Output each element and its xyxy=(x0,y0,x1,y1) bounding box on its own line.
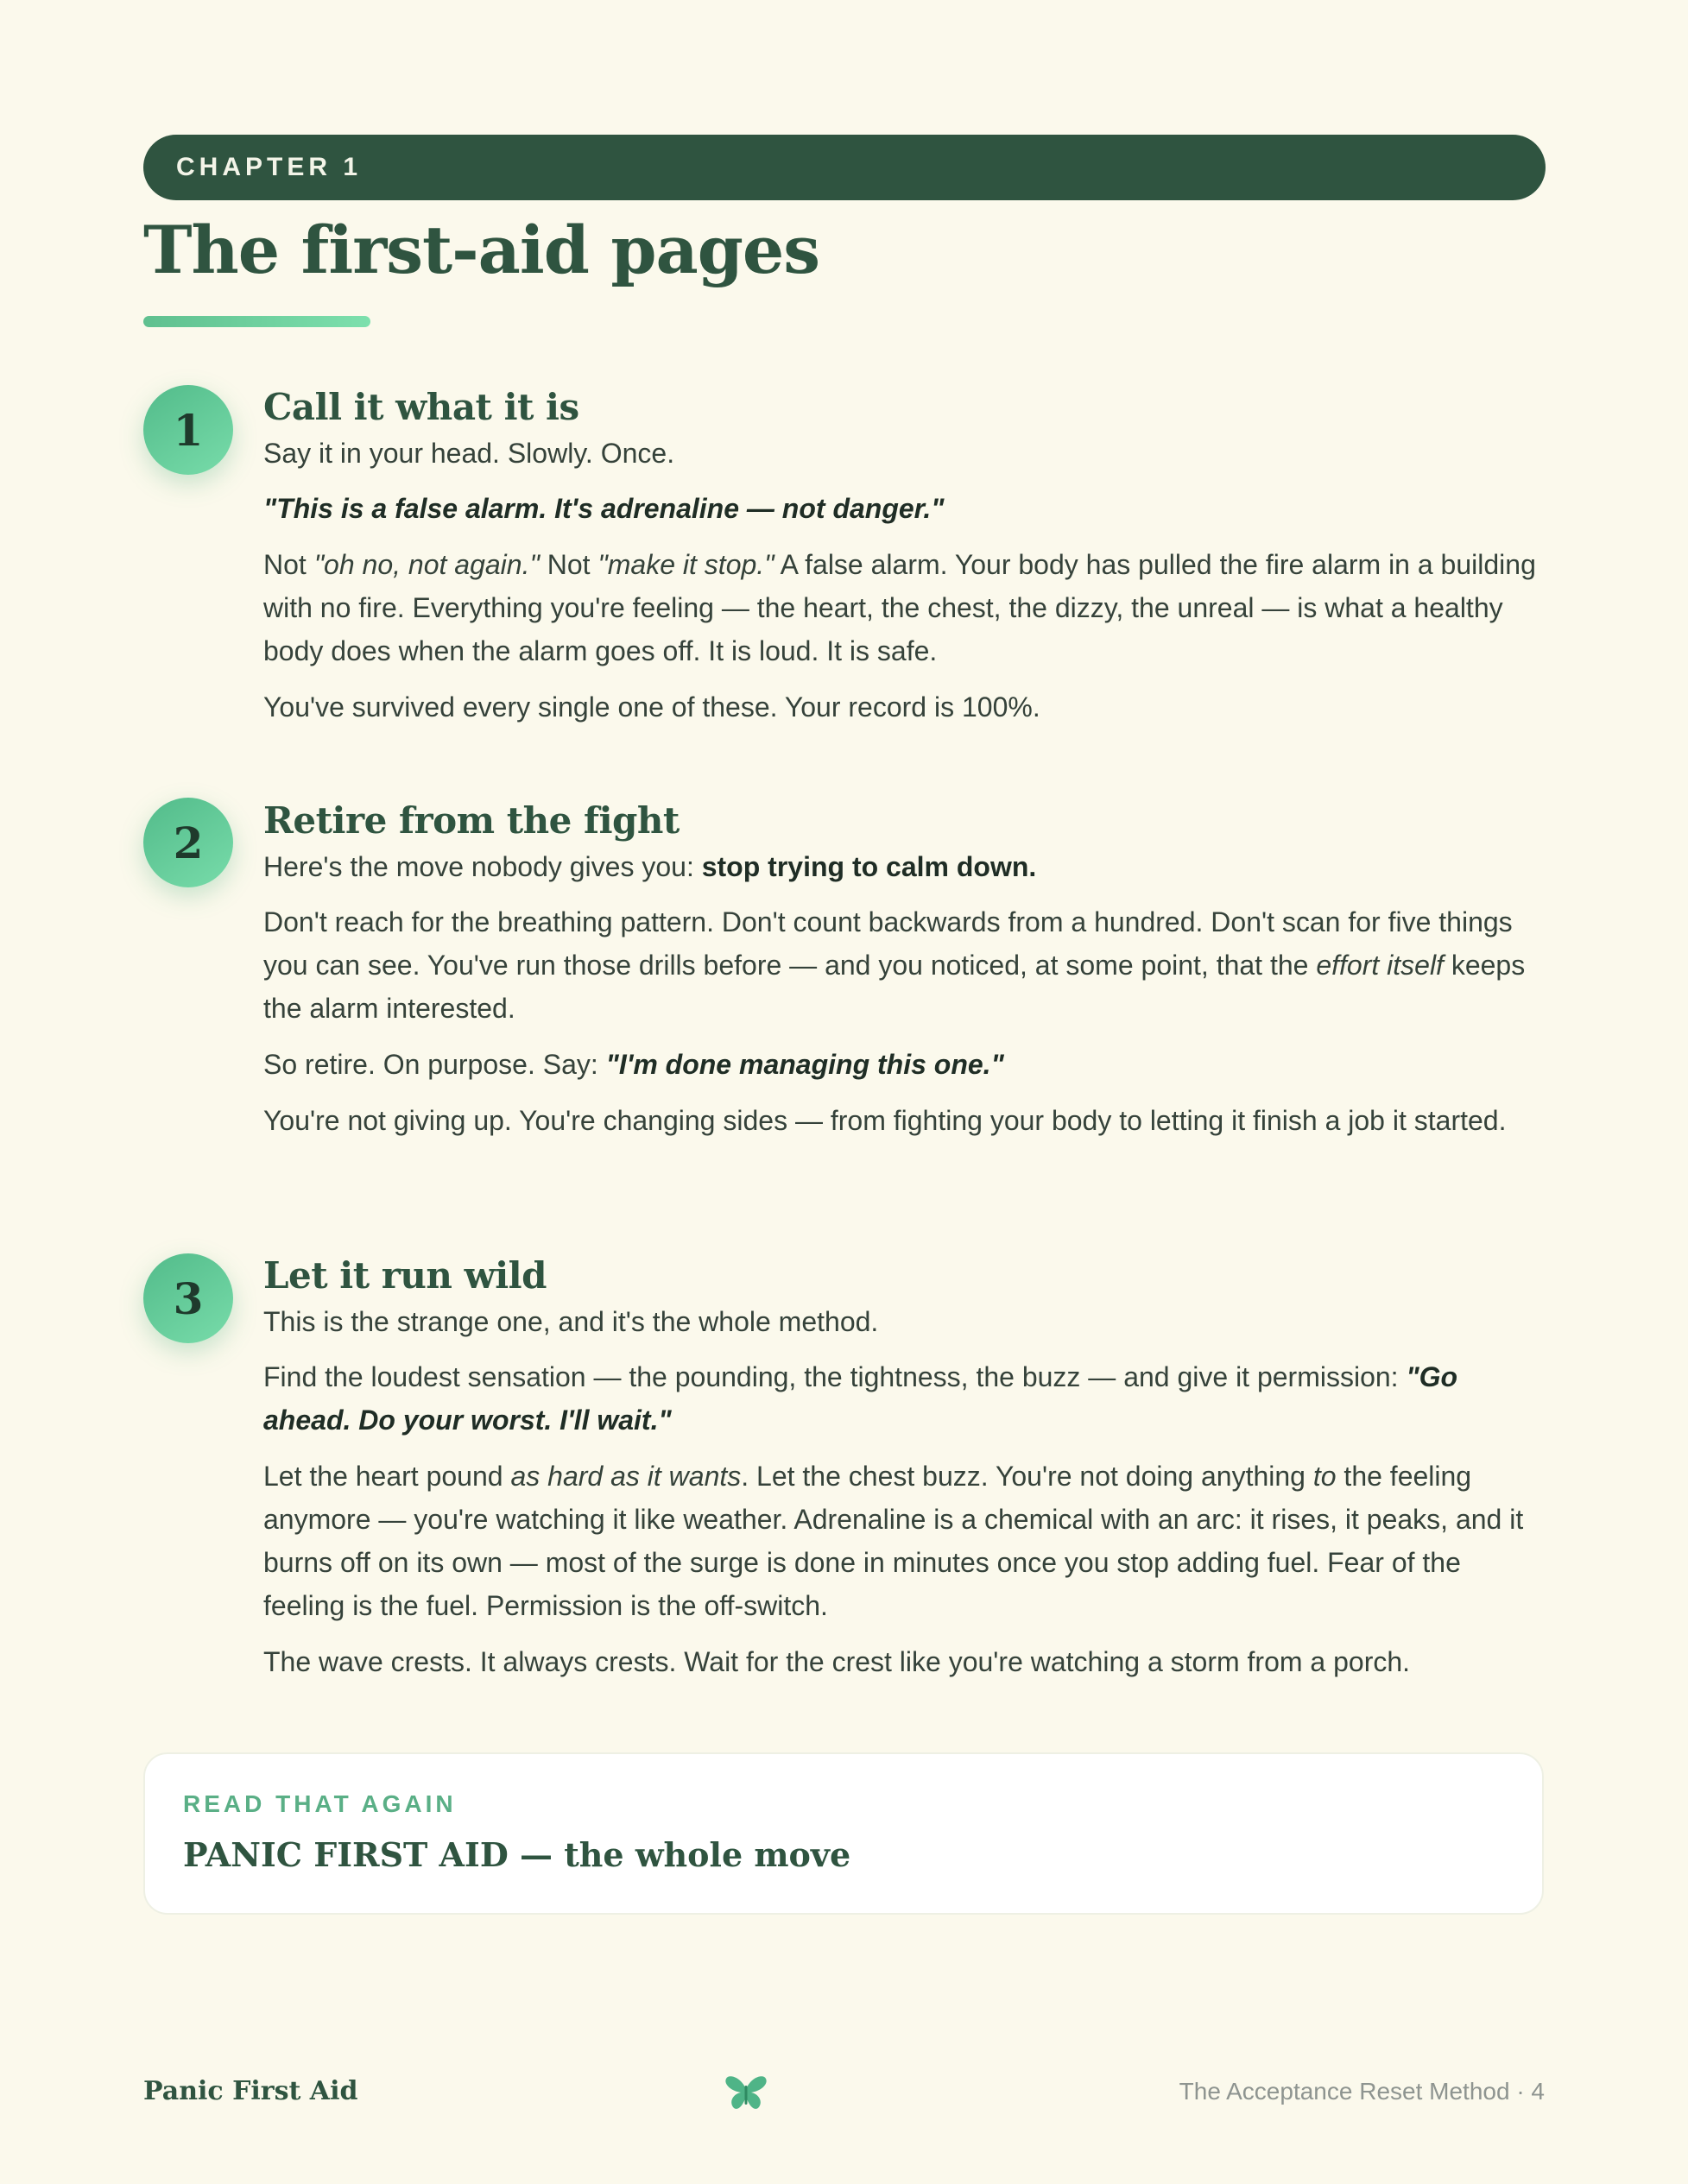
quote-text: "This is a false alarm. It's adrenaline — not danger." xyxy=(263,493,945,524)
step-paragraph: The wave crests. It always crests. Wait for the crest like you're watching a storm from a porch. xyxy=(263,1646,1411,1677)
chapter-label: CHAPTER 1 xyxy=(143,135,1546,200)
italic-text: effort itself xyxy=(1316,950,1444,981)
text-run: . Let the chest buzz. You're not doing anything xyxy=(741,1461,1313,1492)
title-underline xyxy=(143,316,370,327)
step-lead: This is the strange one, and it's the whole method. xyxy=(263,1306,879,1337)
step-number-badge: 2 xyxy=(143,798,233,887)
footer-page-info: The Acceptance Reset Method · 4 xyxy=(1179,2078,1545,2105)
step-number-badge: 1 xyxy=(143,385,233,475)
text-run: keeps the alarm interested. xyxy=(263,950,1526,1024)
text-run: Let the heart pound xyxy=(263,1461,511,1492)
step-paragraph xyxy=(263,1355,1550,1442)
step-paragraph xyxy=(263,1455,1550,1627)
step-title: Call it what it is xyxy=(263,386,579,428)
step-lead xyxy=(263,845,1550,888)
italic-text: as hard as it wants xyxy=(510,1461,742,1492)
italic-quote: "make it stop." xyxy=(597,549,774,580)
step-paragraph: You've survived every single one of these. Your record is 100%. xyxy=(263,691,1040,723)
callout-text: PANIC FIRST AID — the whole move xyxy=(183,1835,851,1874)
text-run: Don't reach for the breathing pattern. Don't count backwards from a hundred. Don't scan for five things you can see. You've run those drills before — and you noticed, at some point, that the xyxy=(263,906,1513,981)
callout-label: READ THAT AGAIN xyxy=(183,1790,457,1817)
text-run: A false alarm. Your body has pulled the fire alarm in a building with no fire. Everything you're feeling — the heart, the chest, the dizzy, the unreal — is what a healthy body does when the alarm goes off. It is loud. It is safe. xyxy=(263,549,1536,666)
text-run: Find the loudest sensation — the pounding, the tightness, the buzz — and give it permission: xyxy=(263,1361,1407,1392)
step-paragraph xyxy=(263,543,1550,672)
step-number-badge: 3 xyxy=(143,1253,233,1343)
text-run: Not xyxy=(539,549,598,580)
step-title: Let it run wild xyxy=(263,1254,547,1297)
butterfly-icon xyxy=(724,2074,768,2113)
footer-book-title: Panic First Aid xyxy=(143,2076,358,2106)
step-title: Retire from the fight xyxy=(263,799,680,842)
step-call-it-what-it-is xyxy=(263,383,1550,742)
step-paragraph xyxy=(263,1043,1550,1086)
quote-text: "I'm done managing this one." xyxy=(605,1049,1004,1080)
italic-quote: "oh no, not again." xyxy=(313,549,540,580)
quote-text: "Go ahead. Do your worst. I'll wait." xyxy=(263,1361,1458,1436)
page-title: The first-aid pages xyxy=(143,211,820,288)
step-retire-from-the-fight xyxy=(263,797,1550,1155)
step-let-it-run-wild xyxy=(263,1252,1550,1696)
step-lead: Say it in your head. Slowly. Once. xyxy=(263,438,675,469)
text-run: So retire. On purpose. Say: xyxy=(263,1049,606,1080)
text-run: the feeling anymore — you're watching it like weather. Adrenaline is a chemical with an arc: it rises, it peaks, and it burns off on its own — most of the surge is done in minutes once you stop adding fuel. Fear of the feeling is the fuel. Permission is the off-switch. xyxy=(263,1461,1524,1621)
italic-text: to xyxy=(1312,1461,1337,1492)
read-again-callout xyxy=(143,1752,1544,1915)
step-paragraph: You're not giving up. You're changing sides — from fighting your body to letting it finish a job it started. xyxy=(263,1105,1507,1136)
step-quote xyxy=(263,487,1550,530)
text-run: Not xyxy=(263,549,314,580)
step-paragraph xyxy=(263,900,1550,1030)
bold-text: stop trying to calm down. xyxy=(701,851,1037,882)
text-run: Here's the move nobody gives you: xyxy=(263,851,702,882)
